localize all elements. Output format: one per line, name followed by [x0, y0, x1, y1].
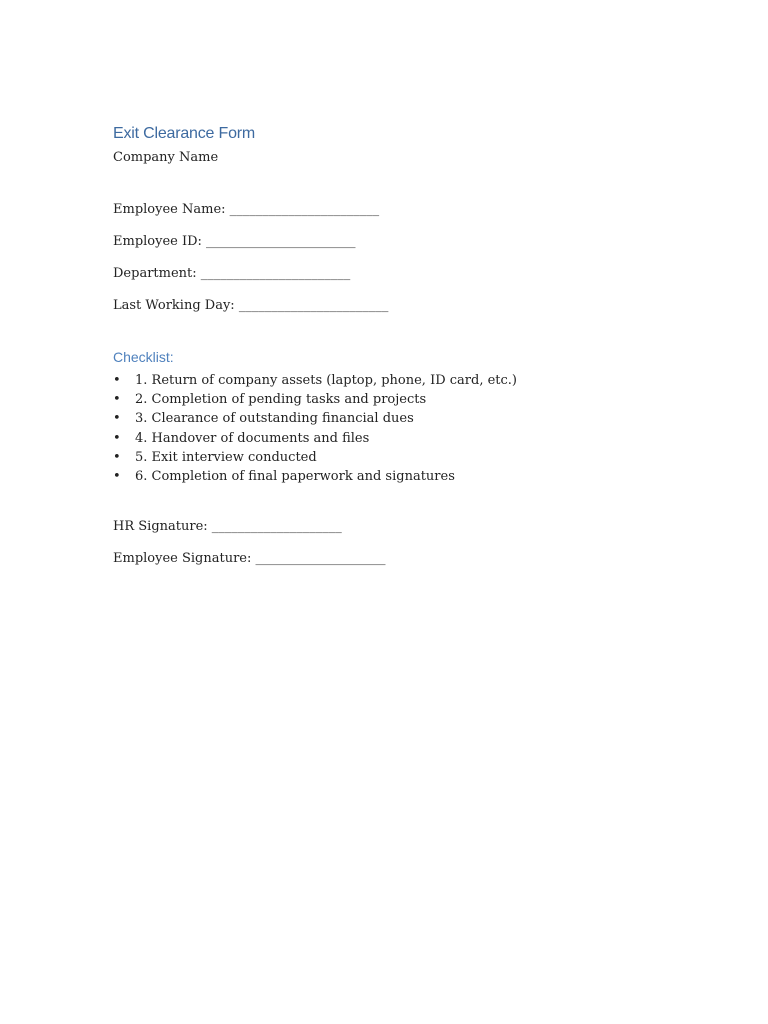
department-field: Department: _______________________ [113, 266, 351, 281]
checklist-item-text: 2. Completion of pending tasks and projects [135, 392, 427, 408]
bullet-icon: • [113, 411, 121, 427]
employee-signature-field: Employee Signature: ____________________ [113, 551, 386, 566]
company-name: Company Name [113, 150, 219, 165]
bullet-icon: • [113, 449, 121, 465]
checklist-item [113, 410, 517, 429]
last-working-day-field: Last Working Day: _______________________ [113, 298, 389, 313]
bullet-icon: • [113, 468, 121, 484]
checklist [113, 372, 517, 487]
checklist-item-text: 4. Handover of documents and files [135, 430, 370, 446]
employee-name-field: Employee Name: _______________________ [113, 202, 380, 217]
checklist-item-text: 5. Exit interview conducted [135, 449, 317, 465]
checklist-item [113, 468, 517, 487]
hr-signature-field: HR Signature: ____________________ [113, 519, 342, 534]
employee-id-field: Employee ID: _______________________ [113, 234, 356, 249]
bullet-icon: • [113, 373, 121, 388]
checklist-item [113, 430, 517, 449]
checklist-item-text: 3. Clearance of outstanding financial dues [135, 411, 414, 427]
checklist-item [113, 372, 517, 391]
checklist-item-text: 1. Return of company assets (laptop, phone, ID card, etc.) [135, 373, 517, 388]
form-title: Exit Clearance Form [113, 125, 256, 142]
bullet-icon: • [113, 430, 121, 446]
bullet-icon: • [113, 392, 121, 408]
checklist-item [113, 391, 517, 410]
checklist-item [113, 449, 517, 468]
checklist-heading: Checklist: [113, 349, 174, 365]
checklist-item-text: 6. Completion of final paperwork and signatures [135, 468, 455, 484]
